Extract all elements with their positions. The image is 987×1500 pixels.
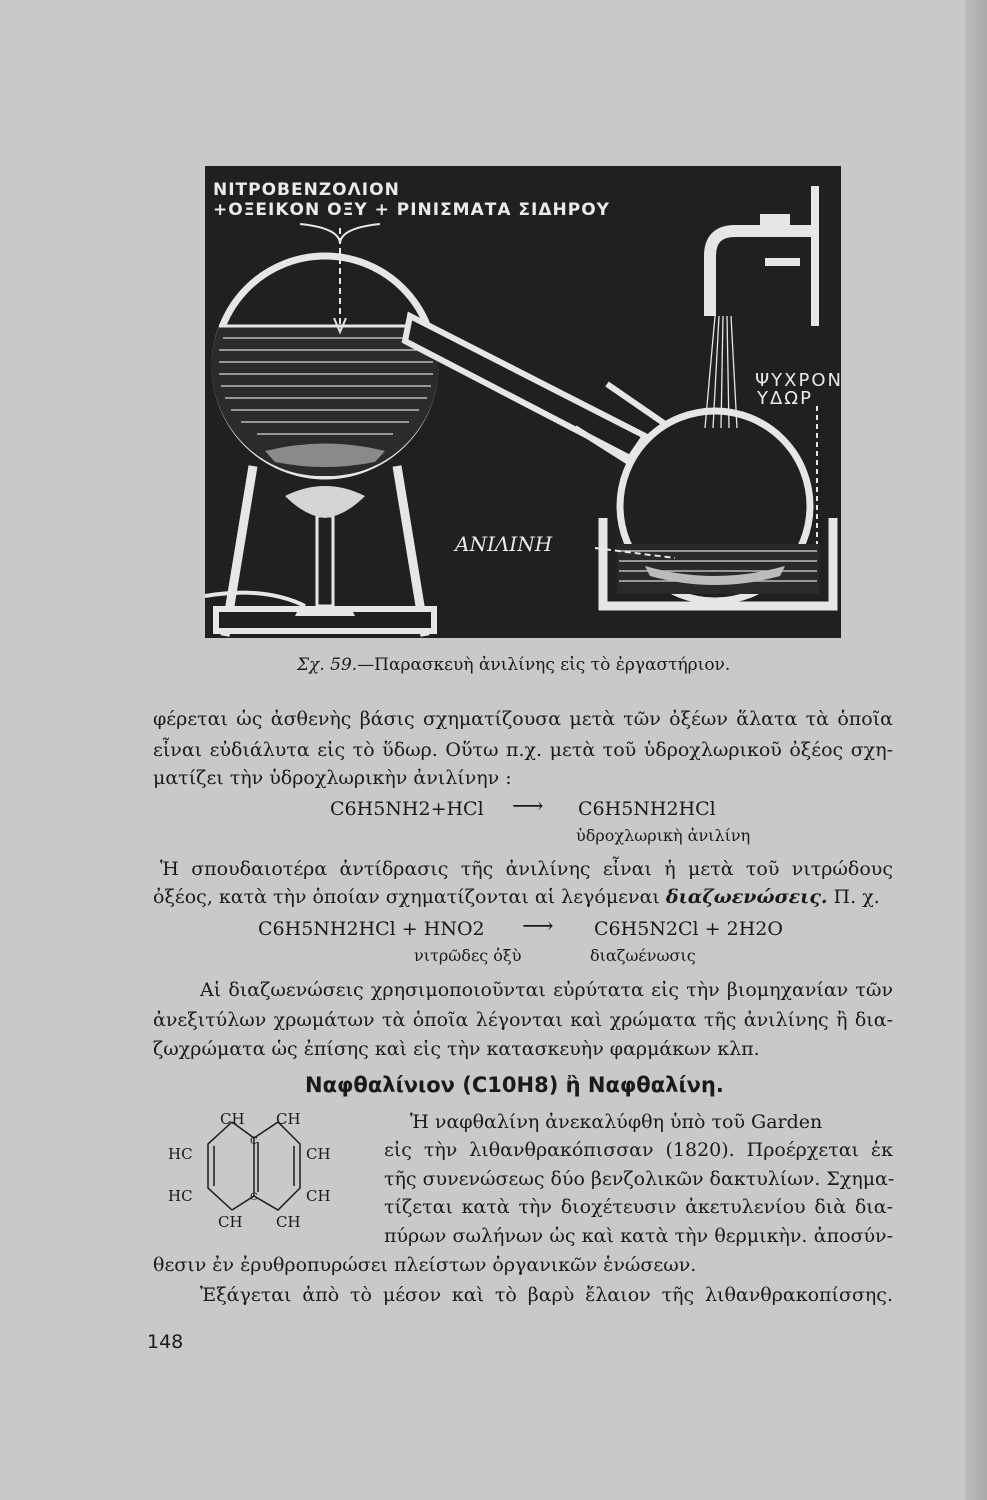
struct-ch-bottom-right: CH <box>276 1213 301 1231</box>
p4-line3: τῆς συνενώσεως δύο βενζολικῶν δακτυλίων. Σχημα- <box>384 1168 895 1190</box>
aniline-apparatus-figure <box>205 166 841 638</box>
struct-c-upper: C <box>250 1136 258 1147</box>
p3-line3: ζωχρώματα ὡς ἐπίσης καὶ εἰς τὴν κατασκευὴν φαρμάκων κλπ. <box>153 1038 760 1060</box>
p2-line2-post: Π. χ. <box>833 886 880 908</box>
p4-line7: Ἐξάγεται ἀπὸ τὸ μέσον καὶ τὸ βαρὺ ἔλαιον τῆς λιθανθρακοπίσσης. <box>200 1284 893 1306</box>
eq1-left: C6H5NH2+HCl <box>330 798 484 820</box>
p4-line2: εἰς τὴν λιθανθρακόπισσαν (1820). Προέρχεται ἐκ <box>384 1139 893 1161</box>
eq2-right: C6H5N2Cl + 2H2O <box>594 918 783 940</box>
page-edge <box>965 0 987 1500</box>
struct-ch-right-lower: CH <box>306 1187 331 1205</box>
p2-line2-pre: ὀξέος, κατὰ τὴν ὁποίαν σχηματίζονται αἱ λεγόμεναι <box>153 886 660 908</box>
struct-ch-top-left: CH <box>220 1110 245 1128</box>
apparatus-illustration <box>205 166 841 638</box>
p4-line1: Ἡ ναφθαλίνη ἀνεκαλύφθη ὑπὸ τοῦ Garden <box>410 1111 823 1133</box>
p1-line2: εἶναι εὐδιάλυτα εἰς τὸ ὕδωρ. Οὕτω π.χ. μετὰ τοῦ ὑδροχλωρικοῦ ὀξέος σχη- <box>153 739 893 761</box>
p3-line2: ἀνεξιτύλων χρωμάτων τὰ ὁποῖα λέγονται καὶ χρώματα τῆς ἀνιλίνης ἢ δια- <box>153 1009 893 1031</box>
p4-line4: τίζεται κατὰ τὴν διοχέτευσιν ἀκετυλενίου διὰ δια- <box>384 1196 893 1218</box>
struct-ch-right-upper: CH <box>306 1145 331 1163</box>
figure-caption <box>297 655 730 675</box>
p4-line5: πύρων σωλήνων ὡς καὶ κατὰ τὴν θερμικὴν. ἀποσύν- <box>384 1225 893 1247</box>
p2-line1: Ἡ σπουδαιοτέρα ἀντίδρασις τῆς ἀνιλίνης εἶναι ἡ μετὰ τοῦ νιτρώδους <box>160 858 893 880</box>
struct-hc-upper: HC <box>168 1145 193 1163</box>
struct-c-lower: C <box>250 1192 258 1203</box>
p4-line6: θεσιν ἐν ἐρυθροπυρώσει πλείστων ὀργανικῶν ἑνώσεων. <box>153 1254 697 1276</box>
struct-ch-top-right: CH <box>276 1110 301 1128</box>
p3-line1: Αἱ διαζωενώσεις χρησιμοποιοῦνται εὐρύτατα εἰς τὴν βιομηχανίαν τῶν <box>200 979 893 1001</box>
label-nitrobenzene: ΝΙΤΡΟΒΕΝΖΟΛΙΟΝ <box>213 180 400 200</box>
naphthalene-heading: Ναφθαλίνιον (C10H8) ἢ Ναφθαλίνη. <box>305 1073 724 1097</box>
p1-line1: φέρεται ὡς ἀσθενὴς βάσις σχηματίζουσα μετὰ τῶν ὀξέων ἅλατα τὰ ὁποῖα <box>153 708 893 730</box>
eq2-note-left: νιτρῶδες ὀξὺ <box>414 946 522 965</box>
eq1-right: C6H5NH2HCl <box>578 798 716 820</box>
struct-hc-lower: HC <box>168 1187 193 1205</box>
p1-line3: ματίζει τὴν ὑδροχλωρικὴν ἀνιλίνην : <box>153 767 512 789</box>
label-water: ΥΔΩΡ <box>757 388 813 409</box>
eq2-note-right: διαζωένωσις <box>590 946 696 965</box>
eq2-left: C6H5NH2HCl + HNO2 <box>258 918 485 940</box>
eq1-arrow: ⟶ <box>512 794 544 819</box>
caption-number: Σχ. 59. <box>297 655 358 675</box>
label-aniline: ΑΝΙΛΙΝΗ <box>455 532 553 556</box>
caption-text: —Παρασκευὴ ἀνιλίνης εἰς τὸ ἐργαστήριον. <box>357 655 731 675</box>
eq1-note: ὑδροχλωρικὴ ἀνιλίνη <box>576 826 751 845</box>
label-cold: ΨΥΧΡΟΝ <box>755 370 843 391</box>
eq2-arrow: ⟶ <box>522 914 554 939</box>
p2-line2 <box>153 885 893 910</box>
struct-ch-bottom-left: CH <box>218 1213 243 1231</box>
p2-term: διαζωενώσεις. <box>665 886 828 908</box>
page-number: 148 <box>147 1331 184 1353</box>
label-acid-iron: +ΟΞΕΙΚΟΝ ΟΞΥ + ΡΙΝΙΣΜΑΤΑ ΣΙΔΗΡΟΥ <box>213 200 610 220</box>
naphthalene-rings <box>162 1108 342 1228</box>
